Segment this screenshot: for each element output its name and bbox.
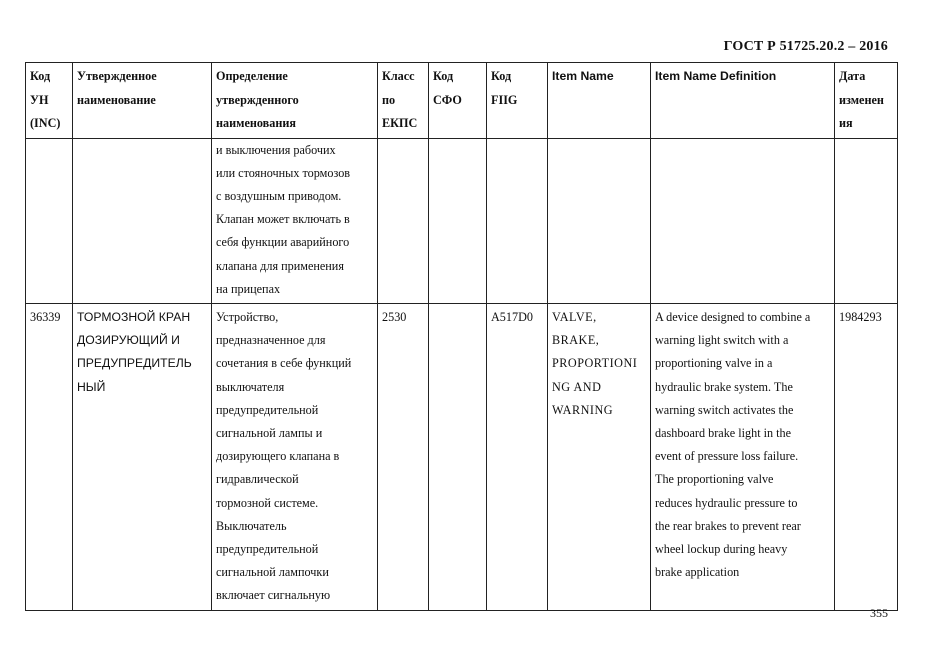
cell-inc: 36339 [26, 303, 73, 610]
col-header-fiig: Код FIIG [487, 63, 548, 139]
cell-sfo [429, 303, 487, 610]
table-header-row [26, 63, 898, 139]
col-header-date: Дата изменен ия [835, 63, 898, 139]
table-row [26, 138, 898, 303]
cell-item-name: VALVE, BRAKE, PROPORTIONI NG AND WARNING [548, 303, 651, 610]
table-row [26, 303, 898, 610]
cell-class [378, 138, 429, 303]
cell-date: 1984293 [835, 303, 898, 610]
col-header-item-name: Item Name [548, 63, 651, 139]
cell-fiig: A517D0 [487, 303, 548, 610]
col-header-sfo: Код СФО [429, 63, 487, 139]
col-header-class: Класс по ЕКПС [378, 63, 429, 139]
cell-name: ТОРМОЗНОЙ КРАН ДОЗИРУЮЩИЙ И ПРЕДУПРЕДИТЕЛЬ НЫЙ [73, 303, 212, 610]
cell-class: 2530 [378, 303, 429, 610]
cell-inc [26, 138, 73, 303]
col-header-item-definition: Item Name Definition [651, 63, 835, 139]
document-code: ГОСТ Р 51725.20.2 – 2016 [723, 39, 888, 54]
cell-sfo [429, 138, 487, 303]
cell-date [835, 138, 898, 303]
cell-item-definition: A device designed to combine a warning light switch with a proportioning valve in a hydraulic brake system. The warning switch activates the dashboard brake light in the event of pressure loss failure. The proportioning valve reduces hydraulic pressure to the rear brakes to prevent rear wheel lockup during heavy brake application [651, 303, 835, 610]
col-header-inc: Код УН (INC) [26, 63, 73, 139]
col-header-approved-name: Утвержденное наименование [73, 63, 212, 139]
cell-item-definition [651, 138, 835, 303]
cell-fiig [487, 138, 548, 303]
cell-definition: и выключения рабочих или стояночных тормозов с воздушным приводом. Клапан может включать в себя функции аварийного клапана для применения на прицепах [212, 138, 378, 303]
col-header-definition: Определение утвержденного наименования [212, 63, 378, 139]
cell-definition: Устройство, предназначенное для сочетания в себе функций выключателя предупредительной сигнальной лампы и дозирующего клапана в гидравлической тормозной системе. Выключатель предупредительной сигнальной лампочки включает сигнальную [212, 303, 378, 610]
data-table [25, 62, 898, 611]
page-number: 355 [870, 606, 888, 620]
cell-item-name [548, 138, 651, 303]
cell-name [73, 138, 212, 303]
